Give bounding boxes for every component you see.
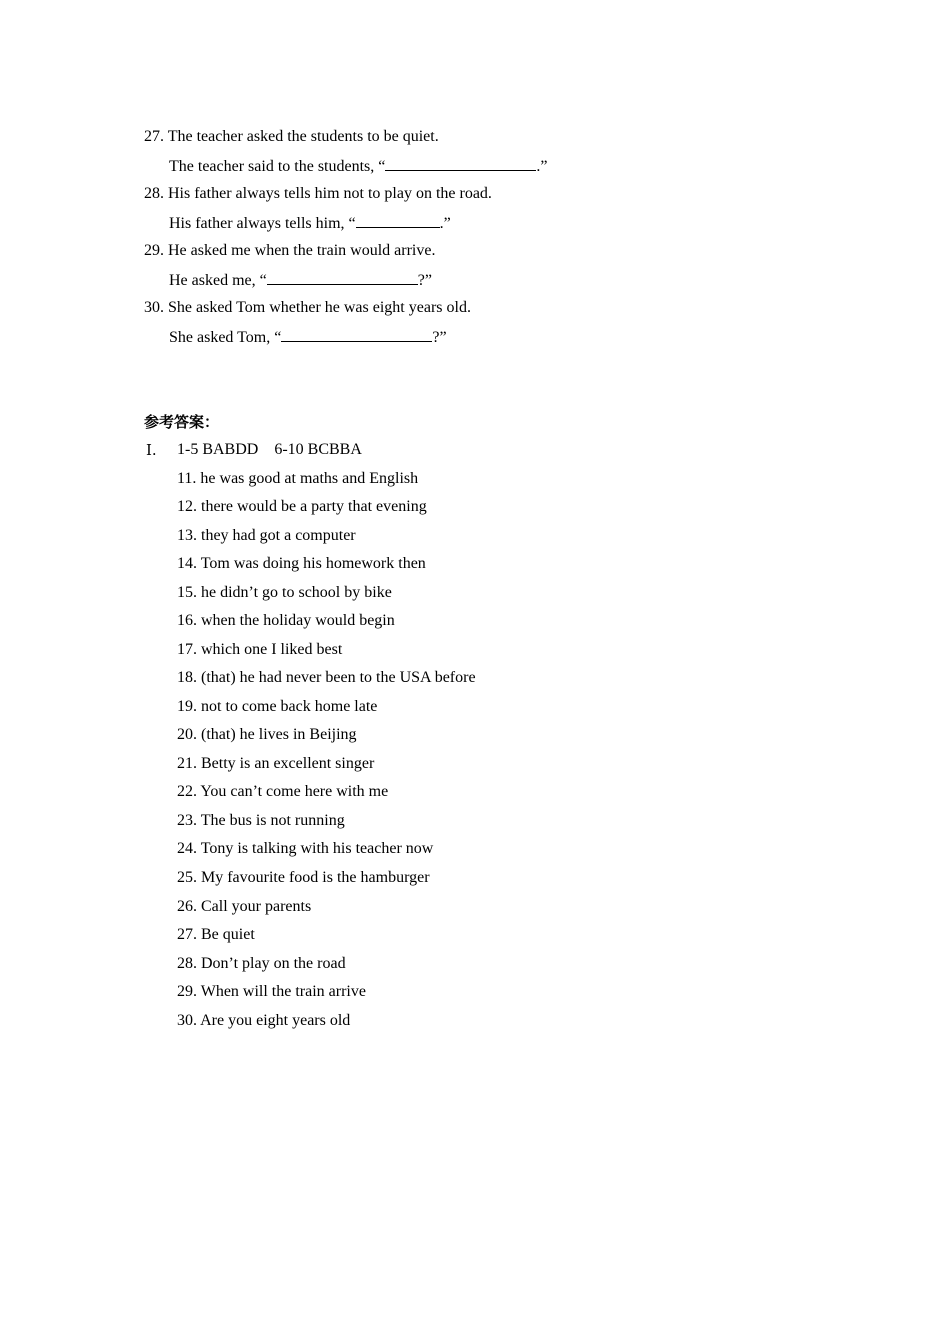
- answer-item: 14. Tom was doing his homework then: [177, 555, 426, 572]
- answer-item: 29. When will the train arrive: [177, 983, 366, 1000]
- answer-item: 24. Tony is talking with his teacher now: [177, 840, 434, 857]
- rewrite-prefix: His father always tells him, “: [169, 215, 356, 232]
- rewrite-prefix: The teacher said to the students, “: [169, 158, 386, 175]
- answer-item: 18. (that) he had never been to the USA before: [177, 669, 476, 686]
- rewrite-prefix: He asked me, “: [169, 272, 267, 289]
- exercise-27-rewrite: [169, 156, 547, 177]
- exercise-30-rewrite: [169, 327, 447, 348]
- mc-answers: 1-5 BABDD 6-10 BCBBA: [177, 441, 362, 458]
- rewrite-suffix: .”: [439, 215, 451, 232]
- exercise-30-question: 30. She asked Tom whether he was eight years old.: [144, 299, 471, 316]
- answer-item: 25. My favourite food is the hamburger: [177, 869, 430, 886]
- answer-item: 22. You can’t come here with me: [177, 783, 389, 800]
- answer-item: 12. there would be a party that evening: [177, 498, 427, 515]
- answer-item: 26. Call your parents: [177, 898, 312, 915]
- answer-item: 21. Betty is an excellent singer: [177, 755, 375, 772]
- answer-item: 28. Don’t play on the road: [177, 955, 346, 972]
- section-marker: Ⅰ.: [146, 441, 157, 459]
- rewrite-suffix: ?”: [417, 272, 432, 289]
- rewrite-prefix: She asked Tom, “: [169, 329, 282, 346]
- rewrite-suffix: ?”: [432, 329, 447, 346]
- exercise-28-rewrite: [169, 213, 451, 234]
- answer-item: 16. when the holiday would begin: [177, 612, 395, 629]
- exercise-28-question: 28. His father always tells him not to play on the road.: [144, 185, 492, 202]
- answer-item: 23. The bus is not running: [177, 812, 345, 829]
- answer-item: 15. he didn’t go to school by bike: [177, 584, 392, 601]
- answer-item: 13. they had got a computer: [177, 527, 356, 544]
- answer-key-heading: 参考答案：: [144, 413, 220, 431]
- answer-item: 20. (that) he lives in Beijing: [177, 726, 357, 743]
- answer-item: 19. not to come back home late: [177, 698, 378, 715]
- answer-blank[interactable]: [281, 327, 432, 342]
- rewrite-suffix: .”: [536, 158, 548, 175]
- answer-item: 11. he was good at maths and English: [177, 470, 419, 487]
- answer-item: 17. which one I liked best: [177, 641, 343, 658]
- exercise-29-rewrite: [169, 270, 432, 291]
- answer-blank[interactable]: [385, 156, 536, 171]
- answer-item: 30. Are you eight years old: [177, 1012, 351, 1029]
- exercise-29-question: 29. He asked me when the train would arrive.: [144, 242, 436, 259]
- answer-item: 27. Be quiet: [177, 926, 255, 943]
- answer-blank[interactable]: [356, 213, 440, 228]
- answer-blank[interactable]: [267, 270, 418, 285]
- exercise-27-question: 27. The teacher asked the students to be quiet.: [144, 128, 439, 145]
